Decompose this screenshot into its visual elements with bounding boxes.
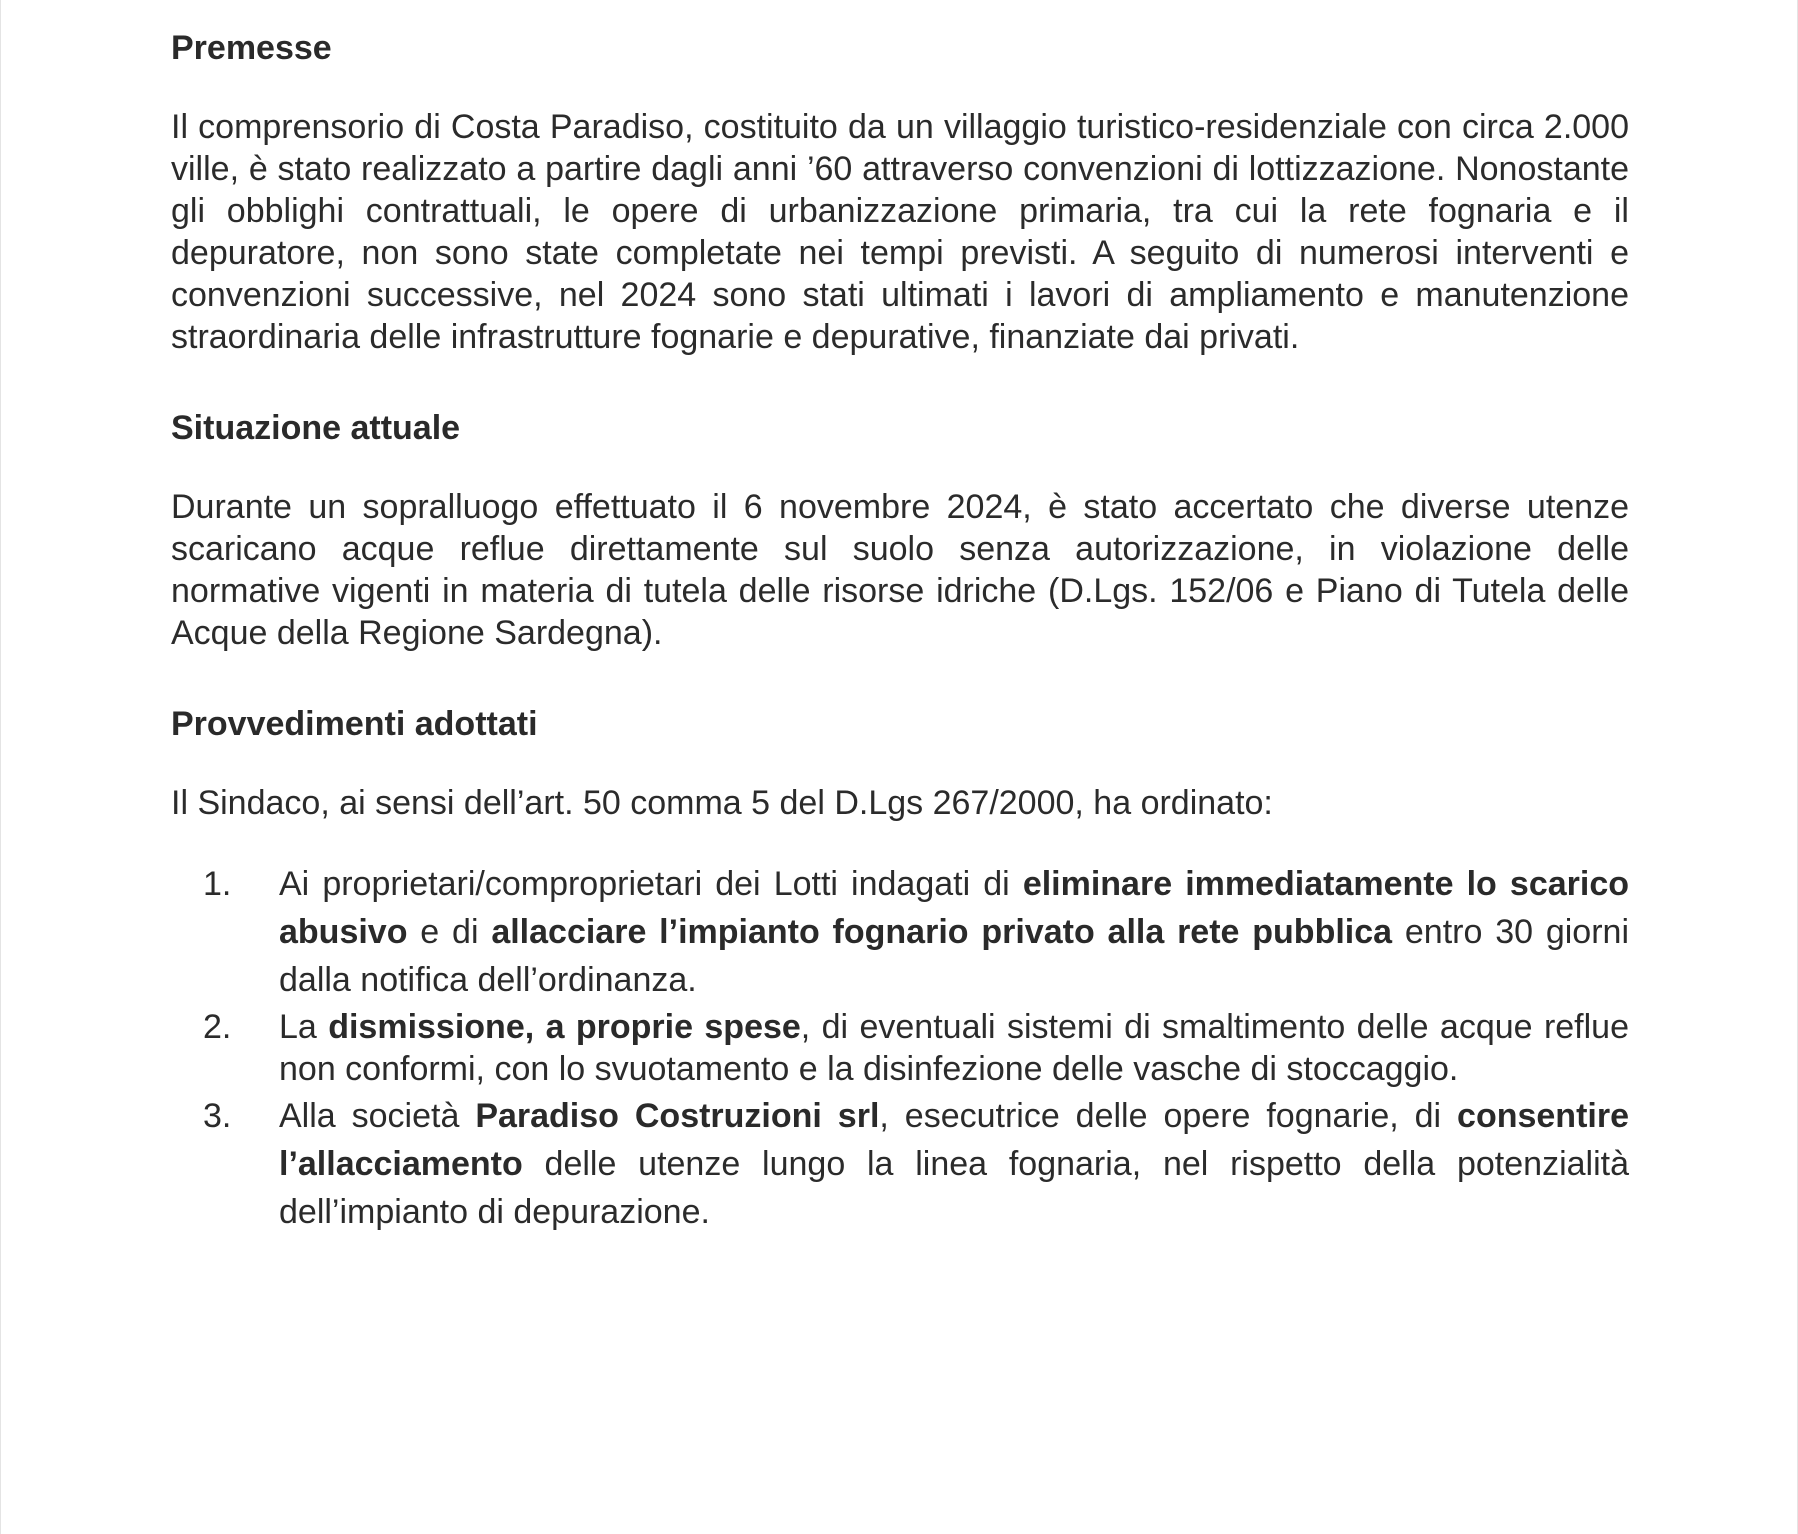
heading-provvedimenti-adottati: Provvedimenti adottati: [171, 705, 538, 743]
document-content: [171, 22, 1629, 1238]
paragraph-situazione-attuale: Durante un sopralluogo effettuato il 6 novembre 2024, è stato accertato che diverse utenze scaricano acque reflue direttamente sul suolo senza autorizzazione, in violazione delle normative vigenti in materia di tutela delle risorse idriche (D.Lgs. 152/06 e Piano di Tutela delle Acque della Regione Sardegna).: [171, 488, 1629, 652]
heading-situazione-attuale: Situazione attuale: [171, 409, 461, 447]
list-item: [171, 860, 1629, 1004]
list-item-text: delle utenze lungo la linea fognaria, nel rispetto della potenzialità dell’impianto di depurazione.: [279, 1145, 1629, 1231]
list-item-text: La: [279, 1008, 329, 1046]
list-item-text: e di: [407, 913, 492, 951]
list-item-bold-text: eliminare immediatamente lo scarico abusivo: [279, 865, 1630, 951]
list-item-bold-text: consentire l’allacciamento: [279, 1097, 1629, 1183]
list-item-text: Alla società: [279, 1097, 476, 1135]
ordered-decisions-list: [171, 860, 1629, 1236]
list-item-text: , esecutrice delle opere fognarie, di: [879, 1097, 1458, 1135]
list-item-number: 1.: [203, 865, 232, 903]
paragraph-premesse: Il comprensorio di Costa Paradiso, costituito da un villaggio turistico-residenziale con circa 2.000 ville, è stato realizzato a partire dagli anni ’60 attraverso convenzioni di lottizzazione. Nonostante gli obblighi contrattuali, le opere di urbanizzazione primaria, tra cui la rete fognaria e il depuratore, non sono state completate nei tempi previsti. A seguito di numerosi interventi e convenzioni successive, nel 2024 sono stati ultimati i lavori di ampliamento e manutenzione straordinaria delle infrastrutture fognarie e depurative, finanziate dai privati.: [171, 108, 1629, 356]
list-item-number: 3.: [203, 1097, 232, 1135]
list-item-bold-text: dismissione, a proprie spese: [328, 1008, 801, 1046]
list-item: [171, 1006, 1629, 1090]
heading-premesse: Premesse: [171, 29, 332, 67]
paragraph-provvedimenti-intro: Il Sindaco, ai sensi dell’art. 50 comma 5 del D.Lgs 267/2000, ha ordinato:: [171, 784, 1273, 822]
list-item-number: 2.: [203, 1008, 232, 1046]
list-item-bold-text: Paradiso Costruzioni srl: [475, 1097, 880, 1135]
list-item-text: entro 30 giorni dalla notifica dell’ordinanza.: [279, 913, 1630, 999]
list-item-bold-text: allacciare l’impianto fognario privato alla rete pubblica: [491, 913, 1393, 951]
list-item: [171, 1092, 1629, 1236]
list-item-text: Ai proprietari/comproprietari dei Lotti indagati di: [279, 865, 1023, 903]
list-item-text: , di eventuali sistemi di smaltimento delle acque reflue non conformi, con lo svuotamento e la disinfezione delle vasche di stoccaggio.: [279, 1008, 1629, 1088]
